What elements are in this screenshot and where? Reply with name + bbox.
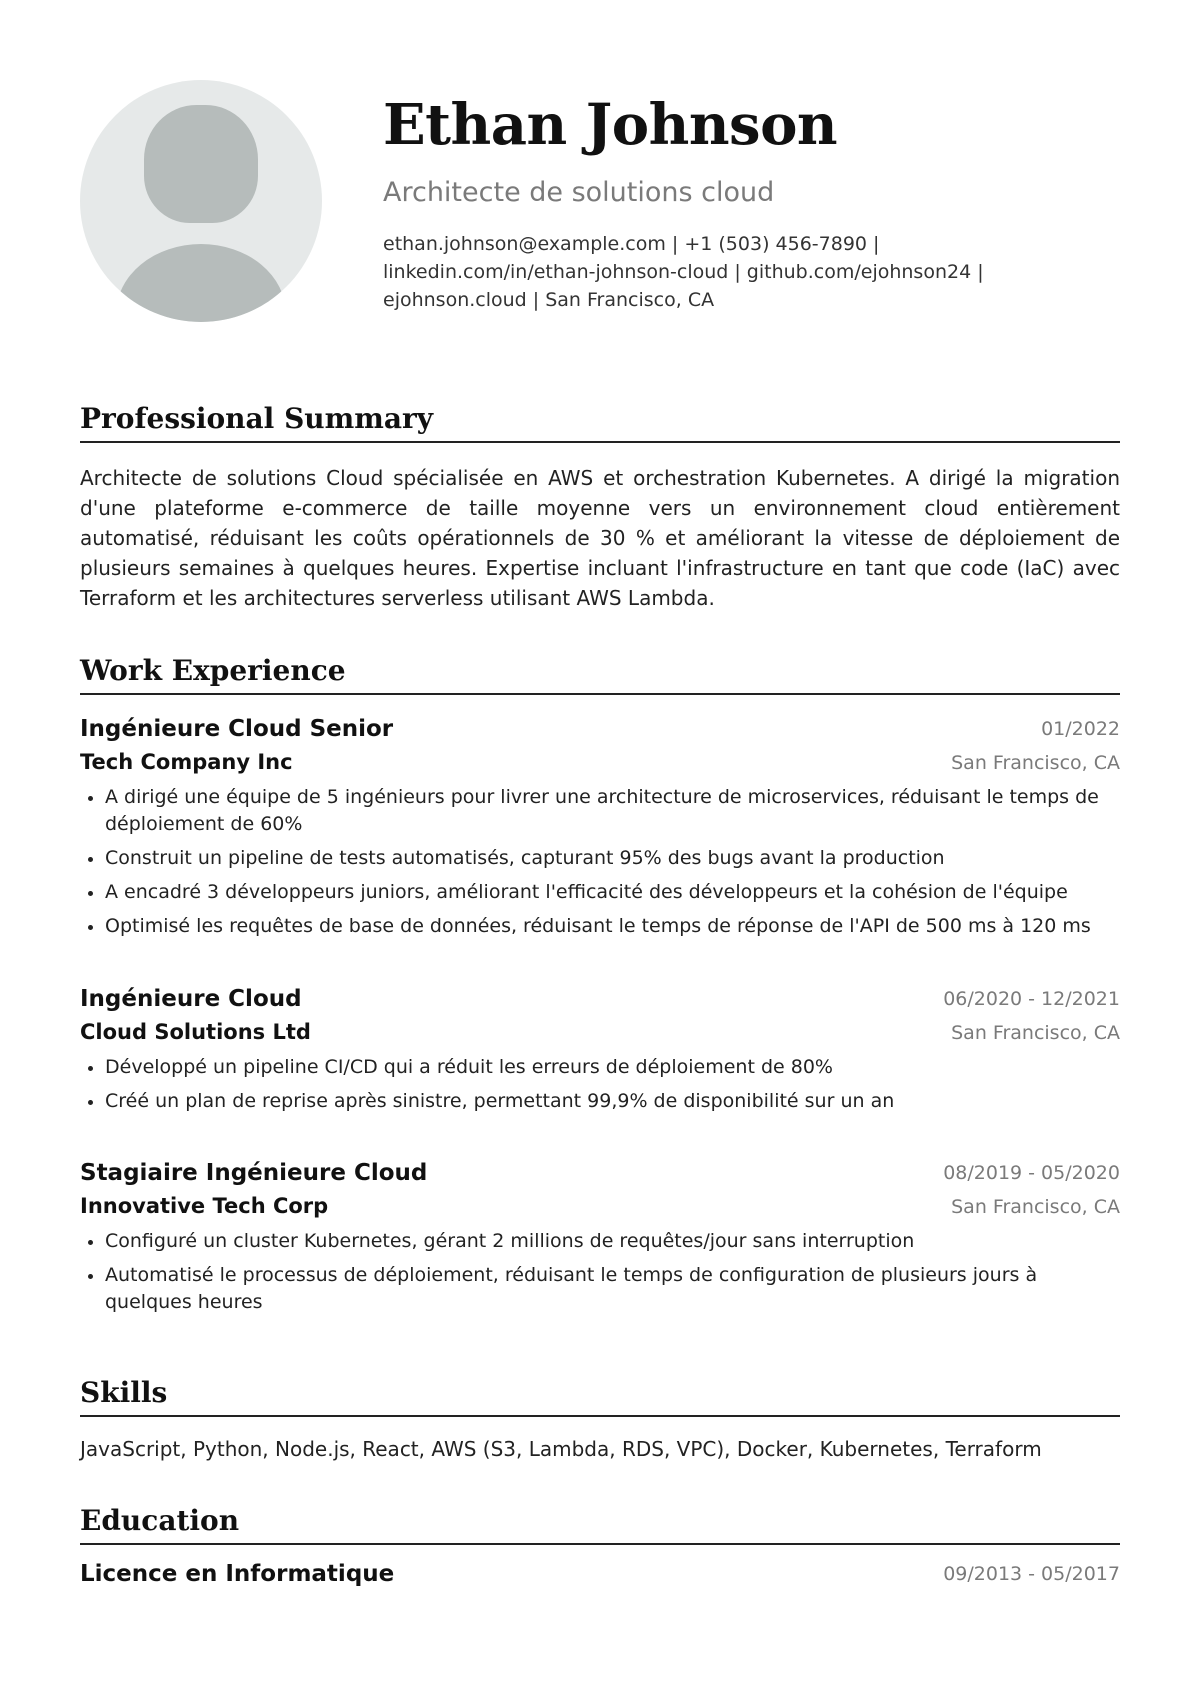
job-entry: [80, 986, 1120, 1122]
bullet-item: Développé un pipeline CI/CD qui a réduit les erreurs de déploiement de 80%: [80, 1054, 1120, 1081]
job-bullets: [80, 1228, 1120, 1316]
job-entry: [80, 1160, 1120, 1323]
summary-heading: Professional Summary: [80, 402, 1120, 443]
contact-info: [383, 230, 1023, 314]
job-title: Stagiaire Ingénieure Cloud: [80, 1160, 428, 1186]
summary-text: Architecte de solutions Cloud spécialisée en AWS et orchestration Kubernetes. A dirigé la migration d'une plateforme e-commerce de taille moyenne vers un environnement cloud entièrement automatisé, réduisant les coûts opérationnels de 30 % et améliorant la vitesse de déploiement de plusieurs semaines à quelques heures. Expertise incluant l'infrastructure en tant que code (IaC) avec Terraform et les architectures serverless utilisant AWS Lambda.: [80, 466, 1120, 610]
job-header: [80, 986, 1120, 1020]
job-subheader: [80, 750, 1120, 784]
education-header: [80, 1561, 1120, 1595]
bullet-item: Construit un pipeline de tests automatisés, capturant 95% des bugs avant la production: [80, 845, 1120, 872]
job-header: [80, 1160, 1120, 1194]
candidate-name: Ethan Johnson: [383, 92, 838, 158]
job-company: Cloud Solutions Ltd: [80, 1020, 311, 1044]
education-degree: Licence en Informatique: [80, 1561, 395, 1587]
job-entry: [80, 716, 1120, 947]
job-location: San Francisco, CA: [951, 1196, 1120, 1218]
job-title: Ingénieure Cloud: [80, 986, 302, 1012]
avatar-head-shape: [144, 105, 258, 223]
experience-heading: Work Experience: [80, 654, 1120, 695]
bullet-item: A encadré 3 développeurs juniors, améliorant l'efficacité des développeurs et la cohésion de l'équipe: [80, 879, 1120, 906]
contact-line: ejohnson.cloud | San Francisco, CA: [383, 289, 715, 311]
bullet-item: Automatisé le processus de déploiement, réduisant le temps de configuration de plusieurs jours à quelques heures: [80, 1262, 1120, 1316]
job-dates: 08/2019 - 05/2020: [943, 1162, 1120, 1184]
education-dates: 09/2013 - 05/2017: [943, 1563, 1120, 1585]
bullet-item: Optimisé les requêtes de base de données, réduisant le temps de réponse de l'API de 500 ms à 120 ms: [80, 913, 1120, 940]
candidate-title: Architecte de solutions cloud: [383, 177, 775, 208]
bullet-item: Configuré un cluster Kubernetes, gérant 2 millions de requêtes/jour sans interruption: [80, 1228, 1120, 1255]
user-avatar-icon: [80, 80, 322, 322]
job-title: Ingénieure Cloud Senior: [80, 716, 394, 742]
contact-line: linkedin.com/in/ethan-johnson-cloud | github.com/ejohnson24 |: [383, 261, 984, 283]
education-entry: [80, 1561, 1120, 1595]
job-company: Innovative Tech Corp: [80, 1194, 329, 1218]
job-bullets: [80, 784, 1120, 940]
job-bullets: [80, 1054, 1120, 1115]
job-subheader: [80, 1020, 1120, 1054]
skills-list: JavaScript, Python, Node.js, React, AWS (S3, Lambda, RDS, VPC), Docker, Kubernetes, Terraform: [80, 1437, 1042, 1461]
job-location: San Francisco, CA: [951, 752, 1120, 774]
job-subheader: [80, 1194, 1120, 1228]
job-dates: 06/2020 - 12/2021: [943, 988, 1120, 1010]
bullet-item: Créé un plan de reprise après sinistre, permettant 99,9% de disponibilité sur un an: [80, 1088, 1120, 1115]
job-header: [80, 716, 1120, 750]
skills-heading: Skills: [80, 1376, 1120, 1417]
job-location: San Francisco, CA: [951, 1022, 1120, 1044]
education-heading: Education: [80, 1504, 1120, 1545]
avatar-body-shape: [116, 244, 286, 322]
job-dates: 01/2022: [1041, 718, 1120, 740]
bullet-item: A dirigé une équipe de 5 ingénieurs pour livrer une architecture de microservices, réduisant le temps de déploiement de 60%: [80, 784, 1120, 838]
contact-line: ethan.johnson@example.com | +1 (503) 456-7890 |: [383, 233, 880, 255]
job-company: Tech Company Inc: [80, 750, 293, 774]
